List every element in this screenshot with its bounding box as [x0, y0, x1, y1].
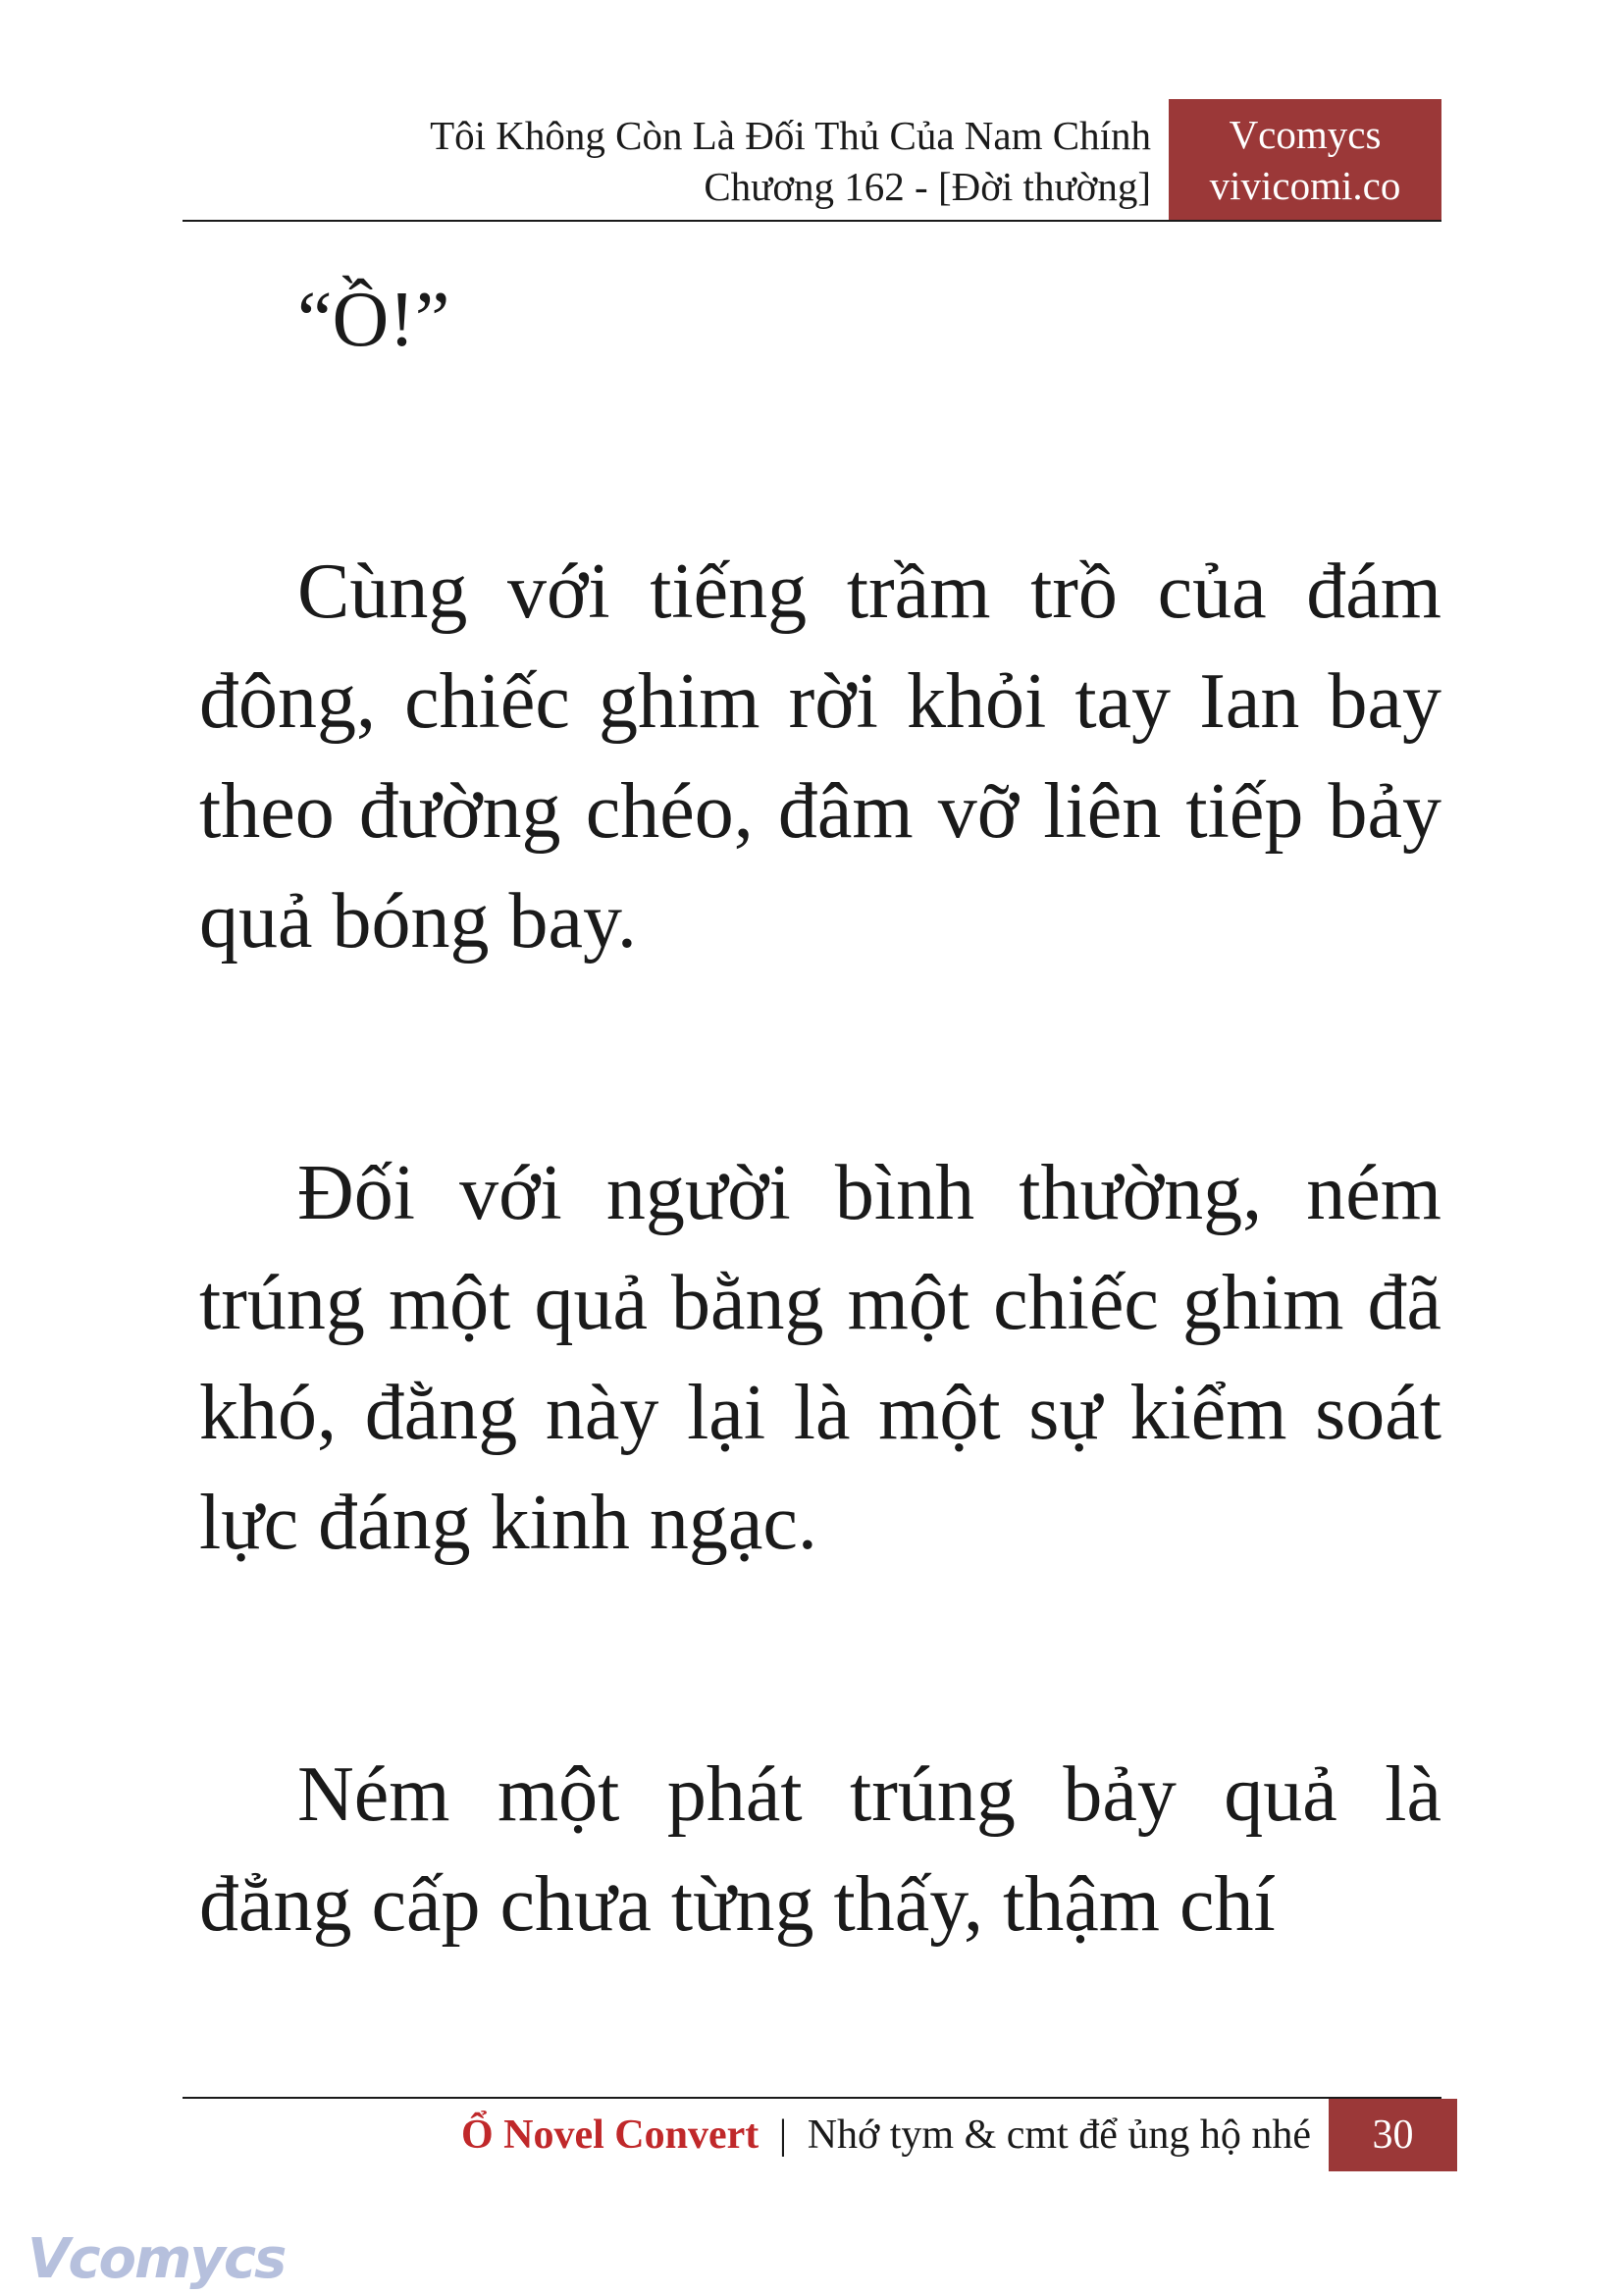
- header-divider: [183, 220, 1441, 222]
- footer-brand: Ổ Novel Convert: [460, 2112, 760, 2158]
- page-header: [0, 0, 1624, 226]
- watermark-logo: Vcomycs: [27, 2227, 286, 2291]
- site-badge: [1169, 99, 1441, 221]
- footer-message: Nhớ tym & cmt để ủng hộ nhé: [807, 2112, 1311, 2158]
- paragraph: Cùng với tiếng trầm trồ của đám đông, chiếc ghim rời khỏi tay Ian bay theo đường chéo, đâm vỡ liên tiếp bảy quả bóng bay.: [199, 548, 1441, 965]
- footer-separator: |: [778, 2112, 788, 2158]
- chapter-title: Chương 162 - [Đời thường]: [704, 164, 1151, 209]
- footer-text: [461, 2109, 1311, 2162]
- badge-site-url: vivicomi.co: [1209, 163, 1401, 208]
- book-title: Tôi Không Còn Là Đối Thủ Của Nam Chính: [430, 113, 1151, 158]
- badge-site-name: Vcomycs: [1229, 112, 1382, 157]
- page-number: 30: [1329, 2099, 1457, 2171]
- chapter-body: [199, 265, 1441, 1959]
- paragraph: Đối với người bình thường, ném trúng một quả bằng một chiếc ghim đã khó, đằng này lại là một sự kiểm soát lực đáng kinh ngạc.: [199, 1150, 1441, 1566]
- page-footer: [183, 2099, 1458, 2171]
- paragraph: Ném một phát trúng bảy quả là đẳng cấp chưa từng thấy, thậm chí: [199, 1751, 1441, 1948]
- paragraph-exclamation: “Ồ!”: [297, 277, 450, 363]
- header-title-block: [430, 110, 1151, 212]
